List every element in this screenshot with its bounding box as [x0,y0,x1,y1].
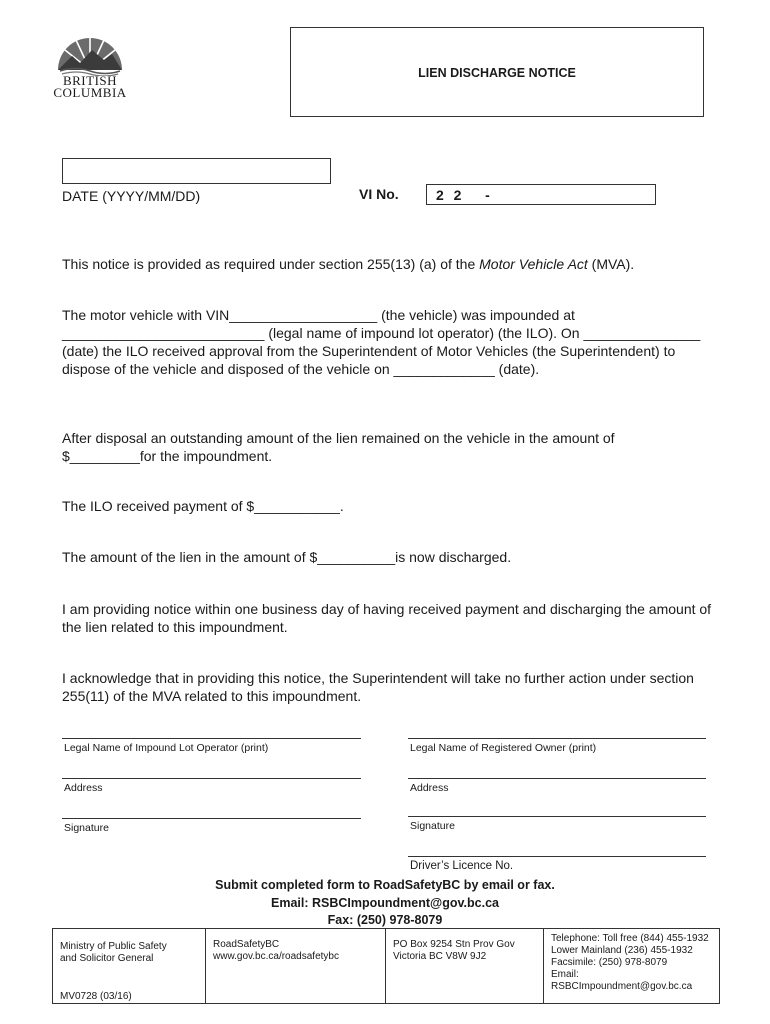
bc-sun-mountain-icon [50,30,130,76]
act-name: Motor Vehicle Act [479,256,588,272]
paragraph-lien-discharged: The amount of the lien in the amount of $__________is now discharged. [62,549,512,565]
submit-instructions: Submit completed form to RoadSafetyBC by email or fax. [215,878,555,892]
signature-left-label: Signature [64,822,109,834]
footer-contact-table [52,928,720,1004]
logo-line-columbia: COLUMBIA [53,85,127,100]
logo-line-british: BRITISH [62,73,118,88]
paragraph-outstanding-amount: After disposal an outstanding amount of the lien remained on the vehicle in the amount of $_________for the impoundment. [62,430,615,464]
paragraph-payment-received: The ILO received payment of $___________. [62,498,344,514]
submit-email: Email: RSBCImpoundment@gov.bc.ca [271,896,499,910]
vi-number-prefix: 2 2 - [436,187,493,203]
signature-left-line[interactable] [62,818,361,819]
form-number: MV0728 (03/16) [60,991,132,1002]
form-title-box [290,27,704,117]
vi-number-field[interactable] [426,184,656,205]
date-label: DATE (YYYY/MM/DD) [62,188,201,204]
address-right-label: Address [410,782,449,794]
drivers-licence-label: Driver’s Licence No. [410,860,514,872]
owner-name-label: Legal Name of Registered Owner (print) [410,742,597,754]
paragraph-notice-timing: I am providing notice within one business day of having received payment and discharging the amount of the lien related to this impoundment. [62,601,712,635]
footer-org-cell: RoadSafetyBC www.gov.bc.ca/roadsafetybc [206,929,386,1003]
vi-number-label: VI No. [359,186,399,202]
signature-right-line[interactable] [408,816,706,817]
footer-email-link[interactable]: RSBCImpoundment@gov.bc.ca [551,981,693,992]
submit-fax: Fax: (250) 978-8079 [327,913,443,927]
paragraph-acknowledgement: I acknowledge that in providing this notice, the Superintendent will take no further action under section 255(11) of the MVA related to this impoundment. [62,670,694,704]
signature-right-label: Signature [410,820,455,832]
address-left-label: Address [64,782,103,794]
address-right-line[interactable] [408,778,706,779]
paragraph-vehicle-details: The motor vehicle with VIN___________________ (the vehicle) was impounded at __________________________ (legal name of impound lot operator) (the ILO). On _______________ (date) the ILO received approval from the Superintendent of Motor Vehicles (the Superintendent) to dispose of the vehicle and disposed of the vehicle on _____________ (date). [62,307,701,377]
ilo-name-label: Legal Name of Impound Lot Operator (print) [64,742,269,754]
org-website-link[interactable]: www.gov.bc.ca/roadsafetybc [213,951,339,962]
form-title: LIEN DISCHARGE NOTICE [418,66,576,80]
owner-name-line[interactable] [408,738,706,739]
bc-logo [50,30,130,102]
drivers-licence-line[interactable] [408,856,706,857]
ilo-name-line[interactable] [62,738,361,739]
address-left-line[interactable] [62,778,361,779]
footer-address-cell: PO Box 9254 Stn Prov Gov Victoria BC V8W 9J2 [386,929,544,1003]
footer-ministry-cell: Ministry of Public Safety and Solicitor General MV0728 (03/16) [53,929,206,1003]
paragraph-section-reference: This notice is provided as required under section 255(13) (a) of the Motor Vehicle Act (MVA). [62,256,635,272]
footer-phone-cell: Telephone: Toll free (844) 455-1932 Lower Mainland (236) 455-1932 Facsimile: (250) 978-8079 Email: RSBCImpoundment@gov.bc.ca [551,933,709,992]
date-input-field[interactable] [62,158,331,184]
